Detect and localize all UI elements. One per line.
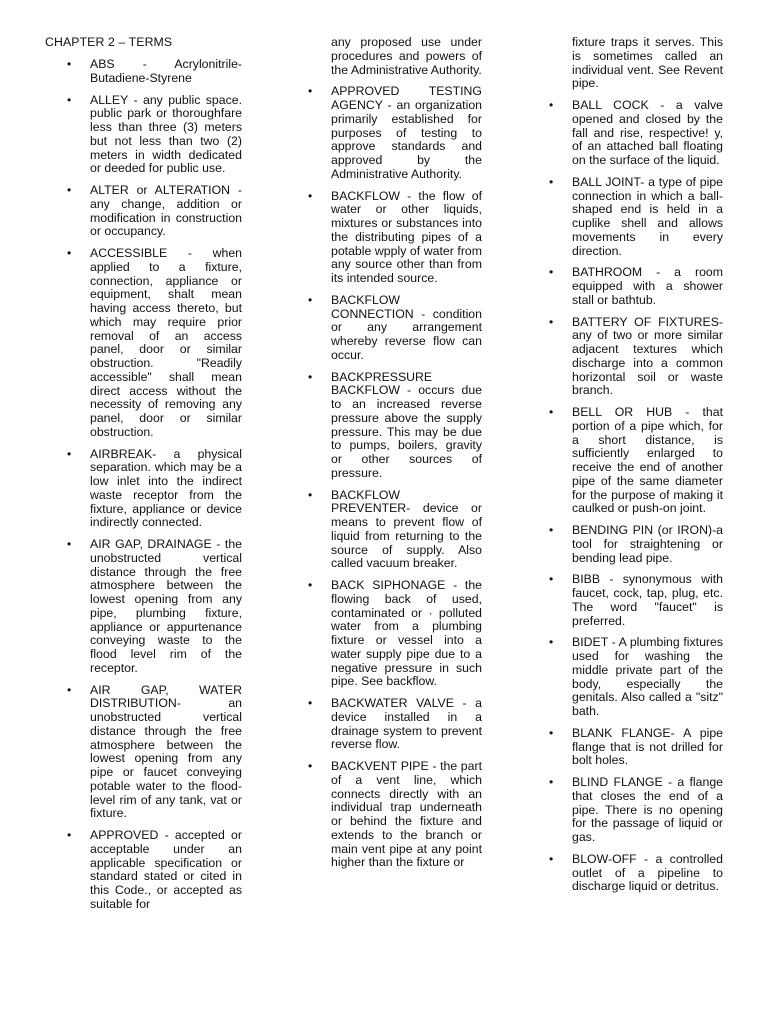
column-3 (549, 36, 723, 902)
term-entry: • BACKVENT PIPE - the part of a vent line, which connects directly with an individual trap underneath or behind the fixture and extends to the branch or main vent pipe at any point higher than the fixture or (308, 760, 482, 870)
term-entry: • ALLEY - any public space. public park or thoroughfare less than three (3) meters but not less than two (2) meters in width dedicated or deeded for public use. (67, 94, 242, 177)
term-entry: • BLIND FLANGE - a flange that closes the end of a pipe. There is no opening for the passage of liquid or gas. (549, 776, 723, 845)
term-entry: • AIRBREAK- a physical separation. which may be a low inlet into the indirect waste receptor from the fixture, appliance or device indirectly connected. (67, 448, 242, 531)
term-entry: • BATTERY OF FIXTURES- any of two or more similar adjacent textures which discharge into a common horizontal soil or waste branch. (549, 316, 723, 399)
term-entry: • BACKPRESSURE BACKFLOW - occurs due to an increased reverse pressure above the supply pressure. This may be due to pumps, boilers, gravity or other sources of pressure. (308, 371, 482, 481)
term-entry: • AIR GAP, DRAINAGE - the unobstructed vertical distance through the free atmosphere between the lowest opening from any pipe, plumbing fixture, appliance or appurtenance conveying waste to the flood level rim of the receptor. (67, 538, 242, 676)
term-entry: • BATHROOM - a room equipped with a shower stall or bathtub. (549, 266, 723, 307)
term-entry: • BLANK FLANGE- A pipe flange that is not drilled for bolt holes. (549, 727, 723, 768)
term-entry: • BIDET - A plumbing fixtures used for washing the middle private part of the body, especially the genitals. Also called a "sitz" bath. (549, 636, 723, 719)
term-list (67, 58, 242, 912)
term-entry: • APPROVED TESTING AGENCY - an organization primarily established for purposes of testing to approve standards and approved by the Administrative Authority. (308, 85, 482, 181)
term-entry: • ALTER or ALTERATION - any change, addition or modification in construction or occupancy. (67, 184, 242, 239)
term-entry: • ACCESSIBLE - when applied to a fixture, connection, appliance or equipment, shalt mean having access thereto, but which may require prior removal of an access panel, door or similar obstruction. "Readily accessible" shall mean direct access without the necessity of removing any panel, door or similar obstruction. (67, 247, 242, 440)
term-entry: • ABS - Acrylonitrile-Butadiene-Styrene (67, 58, 242, 86)
term-entry: • BACKFLOW CONNECTION - condition or any arrangement whereby reverse flow can occur. (308, 294, 482, 363)
term-entry: • BACK SIPHONAGE - the flowing back of used, contaminated or · polluted water from a plumbing fixture or vessel into a water supply pipe due to a negative pressure in such pipe. See backflow. (308, 579, 482, 689)
term-list (549, 36, 723, 894)
term-entry: • BALL JOINT- a type of pipe connection in which a ball-shaped end is held in a cuplike shell and allows movements in every direction. (549, 176, 723, 259)
column-2 (308, 36, 482, 878)
term-entry: • BLOW-OFF - a controlled outlet of a pipeline to discharge liquid or detritus. (549, 853, 723, 894)
term-entry: • BIBB - synonymous with faucet, cock, tap, plug, etc. The word "faucet" is preferred. (549, 573, 723, 628)
term-entry: • AIR GAP, WATER DISTRIBUTION- an unobstructed vertical distance through the free atmosphere between the lowest opening from any pipe or faucet conveying potable water to the flood-level rim of any tank, vat or fixture. (67, 684, 242, 822)
term-continuation: any proposed use under procedures and powers of the Administrative Authority. (331, 35, 482, 77)
term-entry: • APPROVED - accepted or acceptable under an applicable specification or standard stated or cited in this Code., or accepted as suitable for (67, 829, 242, 912)
term-continuation: fixture traps it serves. This is sometimes called an individual vent. See Revent pipe. (572, 35, 723, 91)
term-list (308, 36, 482, 870)
chapter-heading: CHAPTER 2 – TERMS (45, 35, 173, 49)
term-entry: • BACKWATER VALVE - a device installed in a drainage system to prevent reverse flow. (308, 697, 482, 752)
column-1 (67, 58, 242, 920)
term-entry: • BACKFLOW PREVENTER- device or means to prevent flow of liquid from returning to the source of supply. Also called vacuum breaker. (308, 489, 482, 572)
term-entry: • BACKFLOW - the flow of water or other liquids, mixtures or substances into the distributing pipes of a potable wpply of water from any source other than from its intended source. (308, 190, 482, 286)
term-entry: • BENDING PIN (or IRON)-a tool for straightening or bending lead pipe. (549, 524, 723, 565)
term-entry: • BELL OR HUB - that portion of a pipe which, for a short distance, is sufficiently enlarged to receive the end of another pipe of the same diameter for the purpose of making it caulked or push-on joint. (549, 406, 723, 516)
term-entry: • BALL COCK - a valve opened and closed by the fall and rise, respective! y, of an attached ball floating on the surface of the liquid. (549, 99, 723, 168)
